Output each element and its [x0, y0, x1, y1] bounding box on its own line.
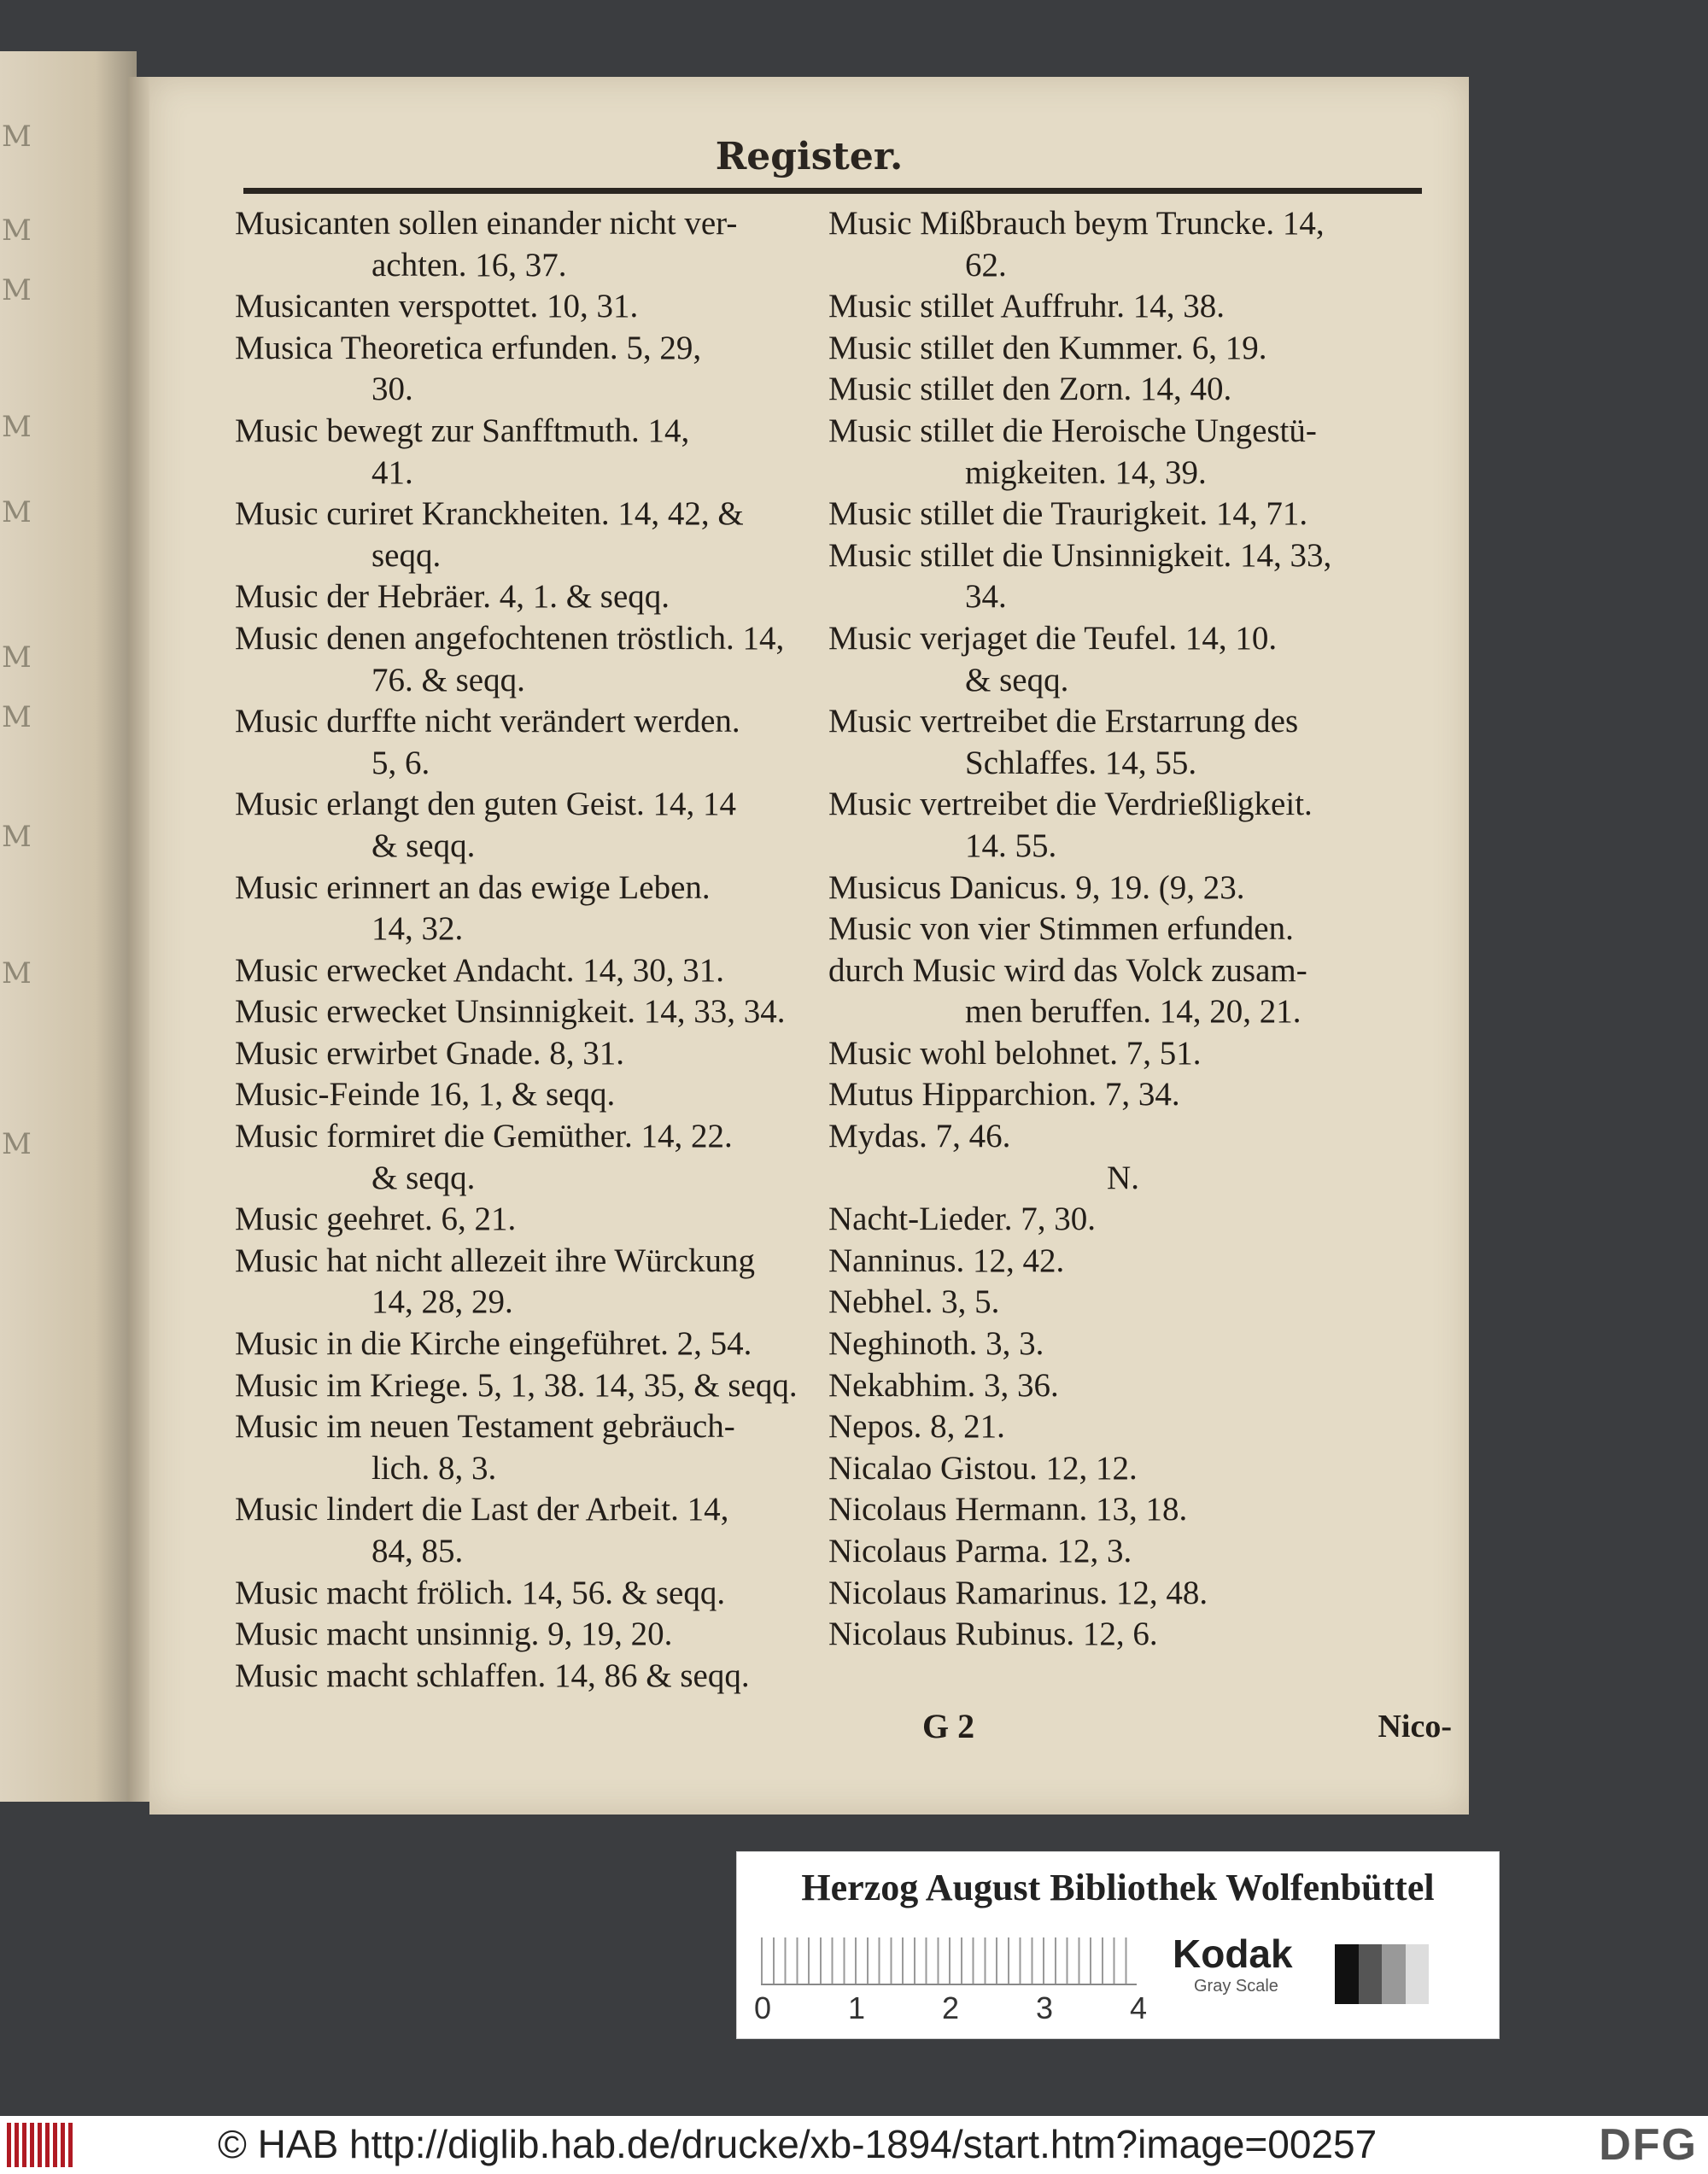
index-entry-line: Nicolaus Rubinus. 12, 6. [828, 1616, 1158, 1653]
library-name: Herzog August Bibliothek Wolfenbüttel [801, 1867, 1435, 1908]
margin-letter: M [2, 956, 32, 991]
ruler-number: 0 [754, 1990, 772, 2025]
index-entry-line: Music erwecket Andacht. 14, 30, 31. [235, 951, 724, 989]
index-entry-line: Music der Hebräer. 4, 1. & seqq. [235, 578, 670, 616]
index-entry-line: Music im Kriege. 5, 1, 38. 14, 35, & seqq. [235, 1366, 798, 1404]
index-entry-line: Mydas. 7, 46. [828, 1118, 1011, 1155]
margin-letter: M [2, 273, 32, 307]
index-entry-line: Musica Theoretica erfunden. 5, 29, [235, 329, 702, 366]
index-entry-line: N. [1107, 1159, 1139, 1196]
footer-bar [0, 2116, 1708, 2174]
index-entry-line: Music erwecket Unsinnigkeit. 14, 33, 34. [235, 993, 786, 1031]
index-entry-line: Nebhel. 3, 5. [828, 1283, 1000, 1321]
index-entry-line: 30. [371, 371, 413, 408]
index-entry-line: Music Mißbrauch beym Truncke. 14, [828, 205, 1325, 242]
index-entry-line: Nicolaus Parma. 12, 3. [828, 1533, 1132, 1569]
index-entry-line: Music in die Kirche eingeführet. 2, 54. [235, 1325, 752, 1363]
gray-patch [1382, 1944, 1406, 2004]
header-rule [243, 188, 1422, 194]
ruler-number: 2 [942, 1990, 960, 2025]
index-entry-line: Music wohl belohnet. 7, 51. [828, 1034, 1202, 1072]
index-entry-line: Nicolaus Hermann. 13, 18. [828, 1491, 1188, 1528]
index-entry-line: Music geehret. 6, 21. [235, 1201, 517, 1238]
gray-patch [1406, 1944, 1430, 2004]
ruler-ticks [761, 1937, 1137, 1984]
margin-letter: M [2, 495, 32, 529]
gray-patch [1359, 1944, 1383, 2004]
margin-letter: M [2, 410, 32, 444]
index-entry-line: Music vertreibet die Erstarrung des [828, 703, 1299, 740]
index-entry-line: Music lindert die Last der Arbeit. 14, [235, 1491, 729, 1528]
ruler-number: 1 [848, 1990, 866, 2025]
index-entry-line: Music macht schlaffen. 14, 86 & seqq. [235, 1657, 750, 1694]
margin-letter: M [2, 213, 32, 248]
index-entry-line: 41. [371, 453, 413, 491]
index-entry-line: lich. 8, 3. [371, 1449, 497, 1487]
page-header: Register. [715, 135, 904, 178]
index-entry-line: Music bewegt zur Sanfftmuth. 14, [235, 412, 690, 449]
index-entry-line: 62. [965, 246, 1007, 283]
gray-patch [1335, 1944, 1359, 2004]
index-entry-line: & seqq. [371, 827, 476, 864]
hab-barcode-logo-icon [7, 2123, 75, 2167]
index-entry-line: Neghinoth. 3, 3. [828, 1325, 1044, 1363]
index-entry-line: Music verjaget die Teufel. 14, 10. [828, 619, 1278, 657]
index-entry-line: Music von vier Stimmen erfunden. [828, 910, 1294, 948]
index-entry-line: Music erlangt den guten Geist. 14, 14 [235, 786, 737, 823]
index-entry-line: Mutus Hipparchion. 7, 34. [828, 1076, 1180, 1113]
margin-letter: M [2, 700, 32, 734]
book-page [149, 77, 1469, 1815]
index-entry-line: Music stillet den Kummer. 6, 19. [828, 329, 1267, 366]
left-page-edge [0, 51, 137, 1802]
index-entry-line: & seqq. [371, 1159, 476, 1196]
copyright-link[interactable]: © HAB http://diglib.hab.de/drucke/xb-1894/start.htm?image=00257 [218, 2122, 1378, 2166]
index-entry-line: migkeiten. 14, 39. [965, 453, 1207, 491]
index-entry-line: Nicolaus Ramarinus. 12, 48. [828, 1574, 1208, 1611]
catchword: Nico- [1378, 1709, 1452, 1744]
index-entry-line: Music formiret die Gemüther. 14, 22. [235, 1118, 733, 1155]
index-entry-line: Music stillet die Traurigkeit. 14, 71. [828, 495, 1308, 533]
right-column [828, 203, 1418, 1656]
index-entry-line: 76. & seqq. [371, 661, 525, 698]
index-entry-line: 14, 32. [371, 910, 464, 948]
index-entry-line: Music macht frölich. 14, 56. & seqq. [235, 1574, 726, 1611]
index-entry-line: Music stillet die Heroische Ungestü- [828, 412, 1317, 449]
index-entry-line: Nekabhim. 3, 36. [828, 1366, 1059, 1404]
index-entry-line: Music-Feinde 16, 1, & seqq. [235, 1076, 616, 1113]
index-entry-line: 14, 28, 29. [371, 1283, 513, 1321]
left-column [235, 203, 798, 1697]
margin-letter: M [2, 120, 32, 154]
index-entry-line: Music macht unsinnig. 9, 19, 20. [235, 1616, 673, 1653]
index-entry-line: seqq. [371, 536, 442, 574]
gray-scale-label: Gray Scale [1194, 1977, 1278, 1996]
index-entry-line: Schlaffes. 14, 55. [965, 744, 1197, 781]
index-entry-line: Music im neuen Testament gebräuch- [235, 1408, 735, 1446]
margin-letter: M [2, 1127, 32, 1161]
dfg-logo: DFG [1599, 2120, 1698, 2170]
index-entry-line: Music hat nicht allezeit ihre Würckung [235, 1242, 755, 1279]
index-entry-line: Musicus Danicus. 9, 19. (9, 23. [828, 868, 1245, 906]
index-entry-line: Nicalao Gistou. 12, 12. [828, 1449, 1138, 1487]
index-entry-line: Music denen angefochtenen tröstlich. 14, [235, 619, 785, 657]
index-entry-line: durch Music wird das Volck zusam- [828, 951, 1307, 989]
index-entry-line: Music stillet Auffruhr. 14, 38. [828, 288, 1225, 325]
index-entry-line: achten. 16, 37. [371, 246, 567, 283]
margin-letter: M [2, 820, 32, 854]
kodak-logo: Kodak [1173, 1931, 1293, 1976]
index-entry-line: Music erwirbet Gnade. 8, 31. [235, 1034, 624, 1072]
index-entry-line: Musicanten sollen einander nicht ver- [235, 205, 738, 242]
index-entry-line: Music erinnert an das ewige Leben. [235, 868, 711, 906]
index-entry-line: Music stillet die Unsinnigkeit. 14, 33, [828, 536, 1332, 574]
index-entry-line: men beruffen. 14, 20, 21. [965, 993, 1301, 1031]
ruler-number: 3 [1036, 1990, 1054, 2025]
index-entry-line: Musicanten verspottet. 10, 31. [235, 288, 639, 325]
ruler-number: 4 [1130, 1990, 1148, 2025]
index-entry-line: Nepos. 8, 21. [828, 1408, 1005, 1446]
index-entry-line: 34. [965, 578, 1007, 616]
color-reference-card [736, 1851, 1500, 2039]
index-entry-line: 5, 6. [371, 744, 430, 781]
signature-mark: G 2 [922, 1707, 975, 1745]
index-entry-line: Music vertreibet die Verdrießligkeit. [828, 786, 1313, 823]
margin-letter: M [2, 640, 32, 675]
index-entry-line: Nanninus. 12, 42. [828, 1242, 1065, 1279]
index-entry-line: Nacht-Lieder. 7, 30. [828, 1201, 1096, 1238]
index-entry-line: & seqq. [965, 661, 1069, 698]
index-entry-line: Music stillet den Zorn. 14, 40. [828, 371, 1232, 408]
ruler-baseline [761, 1984, 1137, 1985]
index-entry-line: 84, 85. [371, 1533, 464, 1569]
gray-patches [1335, 1944, 1429, 2004]
index-entry-line: 14. 55. [965, 827, 1057, 864]
index-entry-line: Music curiret Kranckheiten. 14, 42, & [235, 495, 744, 533]
index-entry-line: Music durffte nicht verändert werden. [235, 703, 740, 740]
